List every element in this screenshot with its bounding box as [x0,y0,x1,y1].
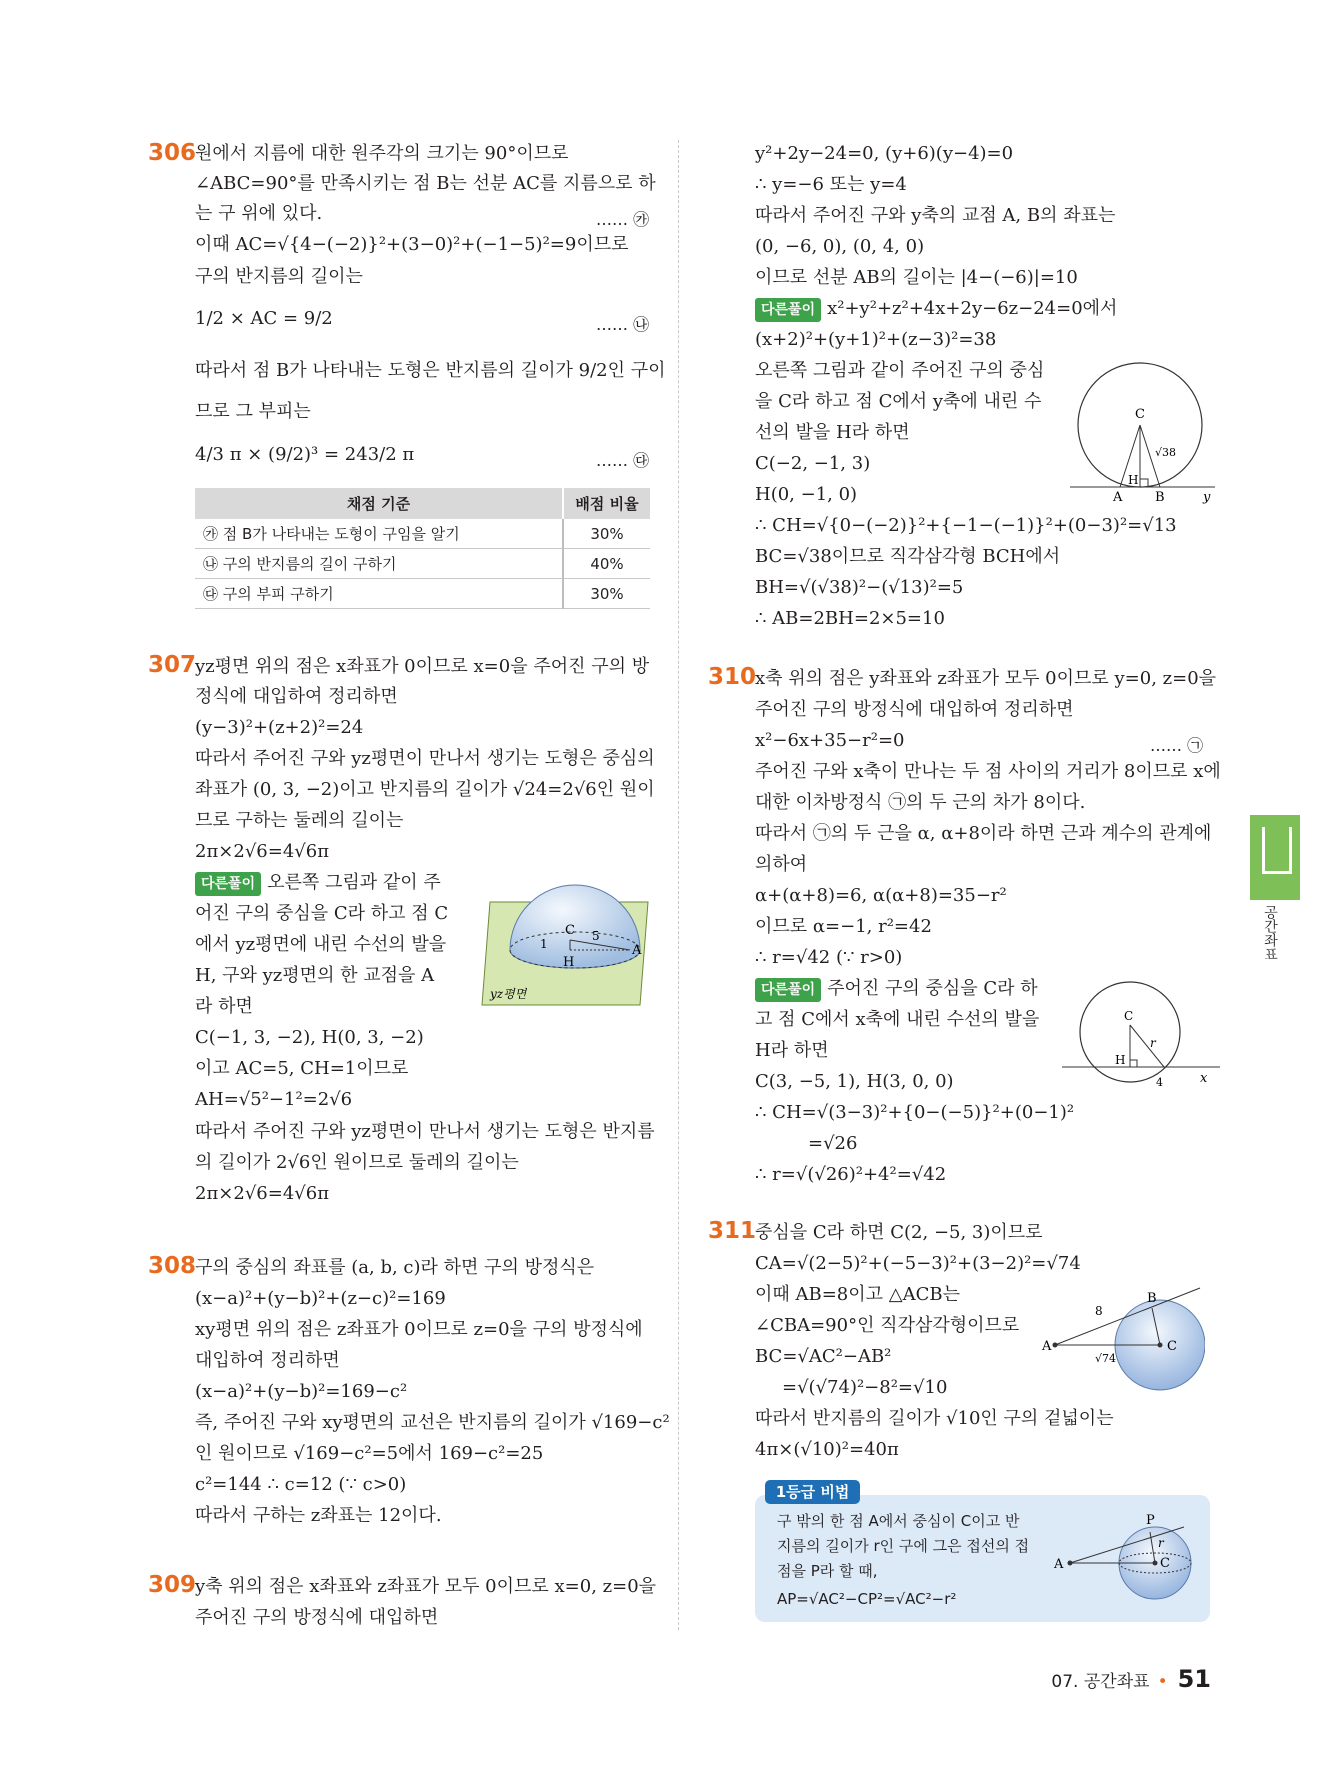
sphere-xaxis-figure [1060,980,1225,1090]
p310-alt-line-6: =√26 [808,1133,858,1154]
column-divider [678,140,679,1630]
p310-line-7: 의하여 [755,854,808,875]
alt-solution-tag: 다른풀이 [195,872,261,896]
p307-line-4: 따라서 주어진 구와 yz평면이 만나서 생기는 도형은 중심의 [195,748,655,769]
label-eight: 8 [1095,1304,1103,1318]
p307-alt-line-2: 어진 구의 중심을 C라 하고 점 C [195,903,449,924]
label-c: C [1167,1339,1177,1354]
p309-cont-1: y²+2y−24=0, (y+6)(y−4)=0 [755,143,1014,164]
label-a: A [1042,1339,1052,1354]
p307-alt-line-7: 이고 AC=5, CH=1이므로 [195,1058,409,1079]
sphere-yaxis-figure [1065,360,1225,505]
p307-line-5: 좌표가 (0, 3, −2)이고 반지름의 길이가 √24=2√6인 원이 [195,779,655,800]
p311-line-2: CA=√(2−5)²+(−5−3)²+(3−2)²=√74 [755,1253,1081,1274]
criteria-cell: ㉰ 구의 부피 구하기 [195,579,563,609]
p306-line-2: ∠ABC=90°를 만족시키는 점 B는 선분 AC를 지름으로 하 [195,173,656,194]
point-a [1068,1561,1073,1566]
chapter-side-label: 공간좌표 [1262,905,1278,961]
p307-alt-line-8: AH=√5²−1²=2√6 [195,1089,353,1110]
p310-alt-line-4: C(3, −5, 1), H(3, 0, 0) [755,1071,954,1092]
page-number: 51 [1177,1665,1211,1693]
p306-line-4: 이때 AC=√{4−(−2)}²+(3−0)²+(−1−5)²=9이므로 [195,234,629,255]
header-ratio: 배점 비율 [563,488,650,519]
p310-alt-line-3: H라 하면 [755,1040,829,1061]
label-h: H [1115,1053,1126,1067]
p306-line-9: 4/3 π × (9/2)³ = 243/2 π [195,444,415,465]
p306-mark-3: …… ㉰ [596,451,650,470]
alt-solution-tag: 다른풀이 [755,298,821,322]
p307-line-2: 정식에 대입하여 정리하면 [195,686,398,707]
p310-line-6: 따라서 ㉠의 두 근을 α, α+8이라 하면 근과 계수의 관계에 [755,823,1212,844]
p310-line-3: x²−6x+35−r²=0 [755,730,905,751]
table-row [195,579,650,609]
p311-line-1: 중심을 C라 하면 C(2, −5, 3)이므로 [755,1222,1043,1243]
tip-line-4: AP=√AC²−CP²=√AC²−r² [777,1590,957,1608]
p309-alt-line-3: 오른쪽 그림과 같이 주어진 구의 중심 [755,360,1045,381]
chapter-tab-glyph [1262,827,1292,874]
header-criteria: 채점 기준 [195,488,563,519]
p309-alt-line-8: ∴ CH=√{0−(−2)}²+{−1−(−1)}²+(0−3)²=√13 [755,515,1177,536]
label-y: y [1203,490,1211,505]
label-b: B [1155,490,1165,505]
table-row [195,519,650,549]
p308-line-9: 따라서 구하는 z좌표는 12이다. [195,1505,442,1526]
p310-mark: …… ㉠ [1150,736,1204,755]
p309-alt-line-5: 선의 발을 H라 하면 [755,422,910,443]
p309-cont-5: 이므로 선분 AB의 길이는 |4−(−6)|=10 [755,267,1078,288]
label-root74: √74 [1095,1352,1117,1365]
criteria-cell: ㉯ 구의 반지름의 길이 구하기 [195,549,563,579]
p311-line-5: BC=√AC²−AB² [755,1346,892,1367]
label-c: C [1135,407,1145,422]
tip-tag: 1등급 비법 [765,1480,860,1504]
p310-line-9: 이므로 α=−1, r²=42 [755,916,932,937]
footer-chapter: 07. 공간좌표 [1051,1672,1150,1692]
p310-line-1: x축 위의 점은 y좌표와 z좌표가 모두 0이므로 y=0, z=0을 [755,668,1217,689]
label-c: C [565,923,575,938]
label-c: C [1160,1556,1170,1571]
label-four: 4 [1156,1076,1163,1089]
problem-309-number: 309 [148,1572,197,1598]
p307-alt-line-6: C(−1, 3, −2), H(0, 3, −2) [195,1027,424,1048]
p310-line-4: 주어진 구와 x축이 만나는 두 점 사이의 거리가 8이므로 x에 [755,761,1221,782]
tangent-sphere-figure [1040,1280,1205,1395]
p310-alt-line-7: ∴ r=√(√26)²+4²=√42 [755,1164,947,1185]
footer-dot: • [1157,1672,1168,1692]
p306-line-1: 원에서 지름에 대한 원주각의 크기는 90°이므로 [195,143,569,164]
p308-line-8: c²=144 ∴ c=12 (∵ c>0) [195,1474,407,1495]
p310-line-10: ∴ r=√42 (∵ r>0) [755,947,903,968]
p310-alt-line-5: ∴ CH=√(3−3)²+{0−(−5)}²+(0−1)² [755,1102,1075,1123]
p307-alt-text-1: 오른쪽 그림과 같이 주 [267,872,441,893]
tip-figure [1050,1505,1200,1615]
p307-alt-line-4: H, 구와 yz평면의 한 교점을 A [195,965,435,986]
p307-alt-line-10: 의 길이가 2√6인 원이므로 둘레의 길이는 [195,1152,519,1173]
p310-line-2: 주어진 구의 방정식에 대입하여 정리하면 [755,699,1074,720]
ratio-cell: 30% [563,579,650,609]
label-a: A [1054,1557,1064,1572]
p311-line-3: 이때 AB=8이고 △ACB는 [755,1284,960,1305]
p308-line-3: xy평면 위의 점은 z좌표가 0이므로 z=0을 구의 방정식에 [195,1319,643,1340]
p307-alt-line-1 [195,872,441,896]
label-h: H [1128,473,1139,487]
label-r: r [1150,1036,1156,1050]
p306-mark-2: …… ㉯ [596,315,650,334]
tip-line-3: 점을 P라 할 때, [777,1562,878,1580]
p308-line-4: 대입하여 정리하면 [195,1350,340,1371]
p307-alt-line-3: 에서 yz평면에 내린 수선의 발을 [195,934,447,955]
label-plane: yz평면 [490,987,527,1001]
ratio-cell: 30% [563,519,650,549]
p309-cont-4: (0, −6, 0), (0, 4, 0) [755,236,925,257]
p311-line-4: ∠CBA=90°인 직각삼각형이므로 [755,1315,1020,1336]
p311-line-6: =√(√74)²−8²=√10 [782,1377,948,1398]
p310-alt-line-2: 고 점 C에서 x축에 내린 수선의 발을 [755,1009,1040,1030]
p307-alt-line-11: 2π×2√6=4√6π [195,1183,330,1204]
label-five: 5 [592,929,600,943]
p307-alt-line-9: 따라서 주어진 구와 yz평면이 만나서 생기는 도형은 반지름 [195,1121,655,1142]
criteria-cell: ㉮ 점 B가 나타내는 도형이 구임을 알기 [195,519,563,549]
p306-line-8: 므로 그 부피는 [195,401,311,422]
label-p: P [1146,1513,1155,1528]
p309-alt-text-1: x²+y²+z²+4x+2y−6z−24=0에서 [827,298,1118,319]
p307-alt-line-5: 라 하면 [195,996,253,1017]
p309-alt-line-6: C(−2, −1, 3) [755,453,871,474]
p308-line-2: (x−a)²+(y−b)²+(z−c)²=169 [195,1288,446,1309]
p310-alt-line-1 [755,978,1038,1002]
p308-line-1: 구의 중심의 좌표를 (a, b, c)라 하면 구의 방정식은 [195,1257,595,1278]
point-a [1053,1343,1058,1348]
p306-line-3: 는 구 위에 있다. [195,203,323,224]
sphere [510,885,640,968]
p309-line-2: 주어진 구의 방정식에 대입하면 [195,1607,439,1628]
label-one: 1 [540,937,548,951]
point-c [1158,1343,1163,1348]
problem-306-number: 306 [148,140,197,166]
p311-line-8: 4π×(√10)²=40π [755,1439,899,1460]
p308-line-7: 인 원이므로 √169−c²=5에서 169−c²=25 [195,1443,544,1464]
p309-cont-2: ∴ y=−6 또는 y=4 [755,174,907,195]
p309-alt-line-4: 을 C라 하고 점 C에서 y축에 내린 수 [755,391,1042,412]
label-r: r [1158,1536,1164,1550]
table-row [195,549,650,579]
p309-cont-3: 따라서 주어진 구와 y축의 교점 A, B의 좌표는 [755,205,1116,226]
p307-line-3: (y−3)²+(z+2)²=24 [195,717,364,738]
p306-line-7: 따라서 점 B가 나타내는 도형은 반지름의 길이가 9/2인 구이 [195,360,666,381]
ratio-cell: 40% [563,549,650,579]
sphere-plane-figure [470,870,660,1010]
p311-line-7: 따라서 반지름의 길이가 √10인 구의 겉넓이는 [755,1408,1114,1429]
label-root38: √38 [1155,446,1177,459]
p307-line-1: yz평면 위의 점은 x좌표가 0이므로 x=0을 주어진 구의 방 [195,656,650,677]
problem-307-number: 307 [148,652,197,678]
label-b: B [1147,1291,1157,1306]
p310-line-5: 대한 이차방정식 ㉠의 두 근의 차가 8이다. [755,792,1086,813]
p309-alt-line-2: (x+2)²+(y+1)²+(z−3)²=38 [755,329,997,350]
point-c [1153,1561,1158,1566]
label-h: H [563,955,575,970]
p309-alt-line-11: ∴ AB=2BH=2×5=10 [755,608,945,629]
p309-alt-line-1 [755,298,1117,322]
problem-308-number: 308 [148,1253,197,1279]
p310-line-8: α+(α+8)=6, α(α+8)=35−r² [755,885,1007,906]
p306-line-6: 1/2 × AC = 9/2 [195,308,333,329]
p306-mark-1: …… ㉮ [596,210,650,229]
p307-line-7: 2π×2√6=4√6π [195,841,330,862]
alt-solution-tag: 다른풀이 [755,978,821,1002]
p308-line-5: (x−a)²+(y−b)²=169−c² [195,1381,408,1402]
p309-alt-line-7: H(0, −1, 0) [755,484,858,505]
problem-311-number: 311 [708,1218,757,1244]
label-a: A [632,943,642,958]
tip-line-1: 구 밖의 한 점 A에서 중심이 C이고 반 [777,1512,1020,1530]
label-c: C [1124,1009,1134,1023]
label-a: A [1113,490,1123,505]
p306-line-5: 구의 반지름의 길이는 [195,266,363,287]
p309-line-1: y축 위의 점은 x좌표와 z좌표가 모두 0이므로 x=0, z=0을 [195,1576,657,1597]
label-x: x [1200,1071,1208,1086]
tip-line-2: 지름의 길이가 r인 구에 그은 접선의 접 [777,1537,1030,1555]
p309-alt-line-10: BH=√(√38)²−(√13)²=5 [755,577,964,598]
page-footer [1051,1665,1211,1693]
problem-310-number: 310 [708,664,757,690]
p307-line-6: 므로 구하는 둘레의 길이는 [195,810,404,831]
scoring-table [195,488,650,609]
p310-alt-text-1: 주어진 구의 중심을 C라 하 [827,978,1038,999]
p309-alt-line-9: BC=√38이므로 직각삼각형 BCH에서 [755,546,1061,567]
scoring-table-header [195,488,650,519]
p308-line-6: 즉, 주어진 구와 xy평면의 교선은 반지름의 길이가 √169−c² [195,1412,670,1433]
